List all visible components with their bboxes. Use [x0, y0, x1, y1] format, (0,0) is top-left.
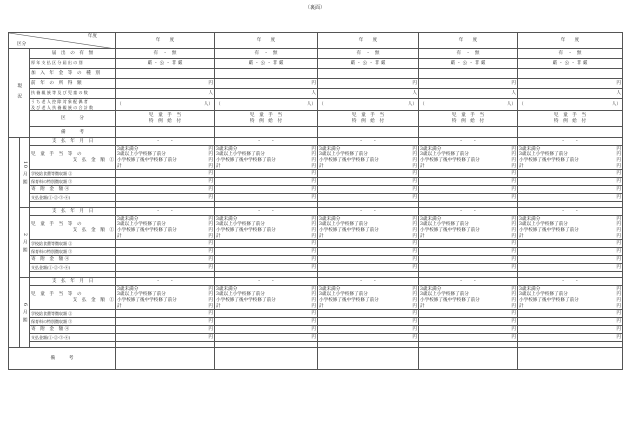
pay-date-value[interactable]: ・ ・ — [116, 208, 215, 216]
pay-amount-cell[interactable]: 3歳未満分 円 3歳以上小学校修了前分 円 小学校修了後中学校修了前分 円 計 円 — [319, 286, 417, 309]
fuyou-value[interactable]: 人 — [215, 89, 318, 99]
total-value[interactable]: 円 — [318, 334, 419, 342]
kyuushoku-row — [9, 170, 623, 178]
total-value[interactable]: 円 — [116, 264, 215, 272]
pay-date-value[interactable]: ・ ・ — [318, 138, 419, 146]
hoikuryo-value[interactable]: 円 — [116, 318, 215, 326]
kokumin-value[interactable]: 厳 ・ 公 ・ 非 厳 — [215, 59, 318, 69]
hoikuryo-row — [9, 318, 623, 326]
fuka-label: 寄 附 金 額 ④ — [30, 186, 116, 194]
total-label: 支払金額(①-②-③-④) — [30, 264, 116, 272]
footer-bikou-value[interactable] — [215, 348, 318, 370]
rojin-value[interactable]: （ 人） — [518, 99, 623, 111]
shotoku-label: 前 年 の 所 得 額 — [30, 79, 116, 89]
hoikuryo-value[interactable]: 円 — [215, 318, 318, 326]
kyuushoku-value[interactable]: 円 — [116, 170, 215, 178]
fiscal-year-cell[interactable]: 年 度 — [318, 33, 419, 49]
footer-bikou-row — [9, 348, 623, 370]
kubun-value[interactable]: 児 童 手 当 特 例 給 付 — [518, 111, 623, 127]
shotoku-value[interactable]: 円 — [318, 79, 419, 89]
hoikuryo-value[interactable]: 円 — [419, 248, 518, 256]
kubun-value[interactable]: 児 童 手 当 特 例 給 付 — [419, 111, 518, 127]
pay-amount-cell[interactable]: 3歳未満分 円 3歳以上小学校修了前分 円 小学校修了後中学校修了前分 円 計 円 — [216, 146, 316, 169]
total-value[interactable]: 円 — [518, 264, 623, 272]
hoikuryo-label: 保育料の特別徴収額 ③ — [30, 318, 116, 326]
kubun-row-label: 区 分 — [30, 111, 116, 127]
shotoku-value[interactable]: 円 — [215, 79, 318, 89]
kyuushoku-label: 学校給食費等徴収額 ② — [30, 310, 116, 318]
fuka-row — [9, 326, 623, 334]
pay-amount-cell[interactable]: 3歳未満分 円 3歳以上小学校修了前分 円 小学校修了後中学校修了前分 円 計 円 — [117, 216, 213, 239]
kokumin-label: 厚 年 支 払 区 分 届 出 の 別 — [30, 59, 116, 69]
pay-date-row — [9, 208, 623, 216]
total-value[interactable]: 円 — [419, 334, 518, 342]
rojin-value[interactable]: （ 人） — [215, 99, 318, 111]
pay-amount-cell[interactable]: 3歳未満分 円 3歳以上小学校修了前分 円 小学校修了後中学校修了前分 円 計 円 — [420, 286, 516, 309]
kyuushoku-label: 学校給食費等徴収額 ② — [30, 240, 116, 248]
pay-amount-cell[interactable]: 3歳未満分 円 3歳以上小学校修了前分 円 小学校修了後中学校修了前分 円 計 円 — [420, 146, 516, 169]
fuka-label: 寄 附 金 額 ④ — [30, 326, 116, 334]
kanyu-value[interactable] — [419, 69, 518, 79]
total-value[interactable]: 円 — [215, 334, 318, 342]
rojin-value[interactable]: （ 人） — [318, 99, 419, 111]
shotoku-value[interactable]: 円 — [518, 79, 623, 89]
hoikuryo-label: 保育料の特別徴収額 ③ — [30, 178, 116, 186]
rojin-row — [9, 99, 623, 111]
hoikuryo-row — [9, 248, 623, 256]
pay-date-value[interactable]: ・ ・ — [518, 278, 623, 286]
month-label-10: 10 月 期 — [20, 138, 30, 208]
footer-bikou-label: 備 考 — [9, 348, 116, 370]
pay-amount-label: 児 童 手 当 等 の 支 払 金 額 ① — [30, 146, 116, 170]
pay-amount-row — [9, 146, 623, 170]
kyuushoku-row — [9, 240, 623, 248]
year-label: 年度 — [87, 34, 97, 39]
total-value[interactable]: 円 — [215, 194, 318, 202]
bikou-value[interactable] — [116, 127, 215, 138]
pay-date-value[interactable]: ・ ・ — [518, 138, 623, 146]
kyuushoku-value[interactable]: 円 — [518, 170, 623, 178]
total-value[interactable]: 円 — [318, 264, 419, 272]
pay-date-value[interactable]: ・ ・ — [215, 208, 318, 216]
kubun-value[interactable]: 児 童 手 当 特 例 給 付 — [215, 111, 318, 127]
bikou-row — [9, 127, 623, 138]
shotoku-value[interactable]: 円 — [419, 79, 518, 89]
pay-amount-cell[interactable]: 3歳未満分 円 3歳以上小学校修了前分 円 小学校修了後中学校修了前分 円 計 円 — [319, 216, 417, 239]
footer-bikou-value[interactable] — [318, 348, 419, 370]
kokumin-value[interactable]: 厳 ・ 公 ・ 非 厳 — [518, 59, 623, 69]
fuka-value[interactable]: 円 — [116, 256, 215, 264]
footer-bikou-value[interactable] — [116, 348, 215, 370]
hoikuryo-value[interactable]: 円 — [419, 178, 518, 186]
month-label-6: 6 月 期 — [20, 278, 30, 348]
kanyu-value[interactable] — [318, 69, 419, 79]
fuyou-row — [9, 89, 623, 99]
fuyou-value[interactable]: 人 — [518, 89, 623, 99]
total-value[interactable]: 円 — [215, 264, 318, 272]
kyuushoku-value[interactable]: 円 — [419, 240, 518, 248]
rojin-value[interactable]: （ 人） — [419, 99, 518, 111]
fiscal-year-cell[interactable]: 年 度 — [518, 33, 623, 49]
hoikuryo-value[interactable]: 円 — [215, 178, 318, 186]
bikou-value[interactable] — [419, 127, 518, 138]
corner-cell — [9, 33, 116, 49]
kyuushoku-value[interactable]: 円 — [116, 310, 215, 318]
form-table — [8, 32, 623, 370]
fuka-value[interactable]: 円 — [318, 256, 419, 264]
fuka-value[interactable]: 円 — [419, 326, 518, 334]
pay-amount-row — [9, 286, 623, 310]
fuka-value[interactable]: 円 — [215, 256, 318, 264]
shotoku-value[interactable]: 円 — [116, 79, 215, 89]
total-value[interactable]: 円 — [419, 194, 518, 202]
bikou-value[interactable] — [215, 127, 318, 138]
bikou-value[interactable] — [518, 127, 623, 138]
pay-amount-cell[interactable]: 3歳未満分 円 3歳以上小学校修了前分 円 小学校修了後中学校修了前分 円 計 円 — [519, 286, 621, 309]
hoikuryo-value[interactable]: 円 — [116, 248, 215, 256]
pay-date-value[interactable]: ・ ・ — [116, 138, 215, 146]
fuka-value[interactable]: 円 — [518, 326, 623, 334]
fuyou-label: 扶 養 親 族 等 及 び 児 童 の 数 — [30, 89, 116, 99]
hoikuryo-value[interactable]: 円 — [518, 178, 623, 186]
total-row — [9, 264, 623, 272]
hoikuryo-value[interactable]: 円 — [116, 178, 215, 186]
kanyu-value[interactable] — [215, 69, 318, 79]
pay-date-value[interactable]: ・ ・ — [419, 278, 518, 286]
fuka-value[interactable]: 円 — [518, 186, 623, 194]
fuka-value[interactable]: 円 — [419, 256, 518, 264]
bikou-value[interactable] — [318, 127, 419, 138]
pay-date-value[interactable]: ・ ・ — [116, 278, 215, 286]
fiscal-year-cell[interactable]: 年 度 — [419, 33, 518, 49]
kyuushoku-value[interactable]: 円 — [518, 240, 623, 248]
status-section-label: 現況 — [9, 49, 30, 138]
hoikuryo-label: 保育料の特別徴収額 ③ — [30, 248, 116, 256]
pay-amount-cell[interactable]: 3歳未満分 円 3歳以上小学校修了前分 円 小学校修了後中学校修了前分 円 計 円 — [117, 146, 213, 169]
fuka-value[interactable]: 円 — [318, 326, 419, 334]
pay-amount-label: 児 童 手 当 等 の 支 払 金 額 ① — [30, 286, 116, 310]
fuka-value[interactable]: 円 — [215, 186, 318, 194]
pay-amount-row — [9, 216, 623, 240]
pay-date-value[interactable]: ・ ・ — [215, 278, 318, 286]
pay-amount-cell[interactable]: 3歳未満分 円 3歳以上小学校修了前分 円 小学校修了後中学校修了前分 円 計 円 — [519, 146, 621, 169]
month-label-2: 2 月 期 — [20, 208, 30, 278]
rojin-value[interactable]: （ 人） — [116, 99, 215, 111]
kubun-value[interactable]: 児 童 手 当 特 例 給 付 — [318, 111, 419, 127]
fuka-value[interactable]: 円 — [419, 186, 518, 194]
pay-amount-cell[interactable]: 3歳未満分 円 3歳以上小学校修了前分 円 小学校修了後中学校修了前分 円 計 円 — [319, 146, 417, 169]
fuka-value[interactable]: 円 — [318, 186, 419, 194]
kubun-value[interactable]: 児 童 手 当 特 例 給 付 — [116, 111, 215, 127]
total-label: 支払金額(①-②-③-④) — [30, 194, 116, 202]
fuka-row — [9, 186, 623, 194]
total-value[interactable]: 円 — [116, 334, 215, 342]
fuyou-value[interactable]: 人 — [419, 89, 518, 99]
total-label: 支払金額(①-②-③-④) — [30, 334, 116, 342]
kokumin-row — [9, 59, 623, 69]
pay-amount-cell[interactable]: 3歳未満分 円 3歳以上小学校修了前分 円 小学校修了後中学校修了前分 円 計 円 — [117, 286, 213, 309]
pay-date-value[interactable]: ・ ・ — [318, 278, 419, 286]
total-value[interactable]: 円 — [419, 264, 518, 272]
hoikuryo-value[interactable]: 円 — [318, 318, 419, 326]
kanyu-value[interactable] — [518, 69, 623, 79]
todoke-value[interactable]: 有 ・ 無 — [318, 49, 419, 59]
pay-date-value[interactable]: ・ ・ — [518, 208, 623, 216]
total-value[interactable]: 円 — [116, 194, 215, 202]
shotoku-row — [9, 79, 623, 89]
kyuushoku-value[interactable]: 円 — [318, 170, 419, 178]
pay-amount-cell[interactable]: 3歳未満分 円 3歳以上小学校修了前分 円 小学校修了後中学校修了前分 円 計 円 — [519, 216, 621, 239]
hoikuryo-value[interactable]: 円 — [318, 178, 419, 186]
pay-date-label: 支 払 年 月 日 — [30, 208, 116, 216]
hoikuryo-value[interactable]: 円 — [518, 318, 623, 326]
kanyu-label: 加 入 年 金 等 の 種 別 — [30, 69, 116, 79]
todoke-label: 届 出 の 有 無 — [30, 49, 116, 59]
hoikuryo-value[interactable]: 円 — [518, 248, 623, 256]
kyuushoku-value[interactable]: 円 — [215, 170, 318, 178]
form-sheet — [8, 32, 622, 430]
todoke-value[interactable]: 有 ・ 無 — [419, 49, 518, 59]
hoikuryo-value[interactable]: 円 — [318, 248, 419, 256]
pay-date-row — [9, 138, 623, 146]
kanyu-row — [9, 69, 623, 79]
fuka-value[interactable]: 円 — [116, 186, 215, 194]
kokumin-value[interactable]: 厳 ・ 公 ・ 非 厳 — [419, 59, 518, 69]
rojin-label: う ち 老 人 控 除 対 象 配 偶 者 及 び 老 人 扶 養 親 族 の 合 計 数 — [30, 99, 116, 111]
todoke-value[interactable]: 有 ・ 無 — [518, 49, 623, 59]
kyuushoku-row — [9, 310, 623, 318]
pay-date-row — [9, 278, 623, 286]
pay-amount-label: 児 童 手 当 等 の 支 払 金 額 ① — [30, 216, 116, 240]
kyuushoku-value[interactable]: 円 — [318, 240, 419, 248]
kubun-label: 区分 — [17, 41, 27, 47]
pay-section-label — [9, 138, 20, 348]
header-row — [9, 33, 623, 49]
fuka-value[interactable]: 円 — [116, 326, 215, 334]
total-value[interactable]: 円 — [518, 334, 623, 342]
fiscal-year-cell[interactable]: 年 度 — [215, 33, 318, 49]
footer-bikou-value[interactable] — [419, 348, 518, 370]
page-title: （裏面） — [304, 5, 325, 11]
pay-date-value[interactable]: ・ ・ — [318, 208, 419, 216]
kyuushoku-value[interactable]: 円 — [518, 310, 623, 318]
fuka-value[interactable]: 円 — [215, 326, 318, 334]
todoke-value[interactable]: 有 ・ 無 — [116, 49, 215, 59]
kyuushoku-value[interactable]: 円 — [419, 170, 518, 178]
pay-amount-cell[interactable]: 3歳未満分 円 3歳以上小学校修了前分 円 小学校修了後中学校修了前分 円 計 円 — [420, 216, 516, 239]
fuka-label: 寄 附 金 額 ④ — [30, 256, 116, 264]
kyuushoku-value[interactable]: 円 — [318, 310, 419, 318]
footer-bikou-value[interactable] — [518, 348, 623, 370]
pay-amount-cell[interactable]: 3歳未満分 円 3歳以上小学校修了前分 円 小学校修了後中学校修了前分 円 計 円 — [216, 216, 316, 239]
kanyu-value[interactable] — [116, 69, 215, 79]
kubun-row — [9, 111, 623, 127]
hoikuryo-row — [9, 178, 623, 186]
fuka-value[interactable]: 円 — [518, 256, 623, 264]
kokumin-value[interactable]: 厳 ・ 公 ・ 非 厳 — [116, 59, 215, 69]
pay-date-value[interactable]: ・ ・ — [215, 138, 318, 146]
total-row — [9, 334, 623, 342]
hoikuryo-value[interactable]: 円 — [215, 248, 318, 256]
pay-date-label: 支 払 年 月 日 — [30, 138, 116, 146]
kyuushoku-value[interactable]: 円 — [116, 240, 215, 248]
kokumin-value[interactable]: 厳 ・ 公 ・ 非 厳 — [318, 59, 419, 69]
kyuushoku-value[interactable]: 円 — [215, 310, 318, 318]
total-value[interactable]: 円 — [518, 194, 623, 202]
kyuushoku-label: 学校給食費等徴収額 ② — [30, 170, 116, 178]
pay-date-value[interactable]: ・ ・ — [419, 138, 518, 146]
fuyou-value[interactable]: 人 — [318, 89, 419, 99]
hoikuryo-value[interactable]: 円 — [419, 318, 518, 326]
pay-date-label: 支 払 年 月 日 — [30, 278, 116, 286]
total-row — [9, 194, 623, 202]
bikou-label: 備 考 — [30, 127, 116, 138]
fuyou-value[interactable]: 人 — [116, 89, 215, 99]
todoke-value[interactable]: 有 ・ 無 — [215, 49, 318, 59]
kyuushoku-value[interactable]: 円 — [419, 310, 518, 318]
todoke-row — [9, 49, 623, 59]
fuka-row — [9, 256, 623, 264]
pay-date-value[interactable]: ・ ・ — [419, 208, 518, 216]
fiscal-year-cell[interactable]: 年 度 — [116, 33, 215, 49]
total-value[interactable]: 円 — [318, 194, 419, 202]
pay-amount-cell[interactable]: 3歳未満分 円 3歳以上小学校修了前分 円 小学校修了後中学校修了前分 円 計 円 — [216, 286, 316, 309]
kyuushoku-value[interactable]: 円 — [215, 240, 318, 248]
